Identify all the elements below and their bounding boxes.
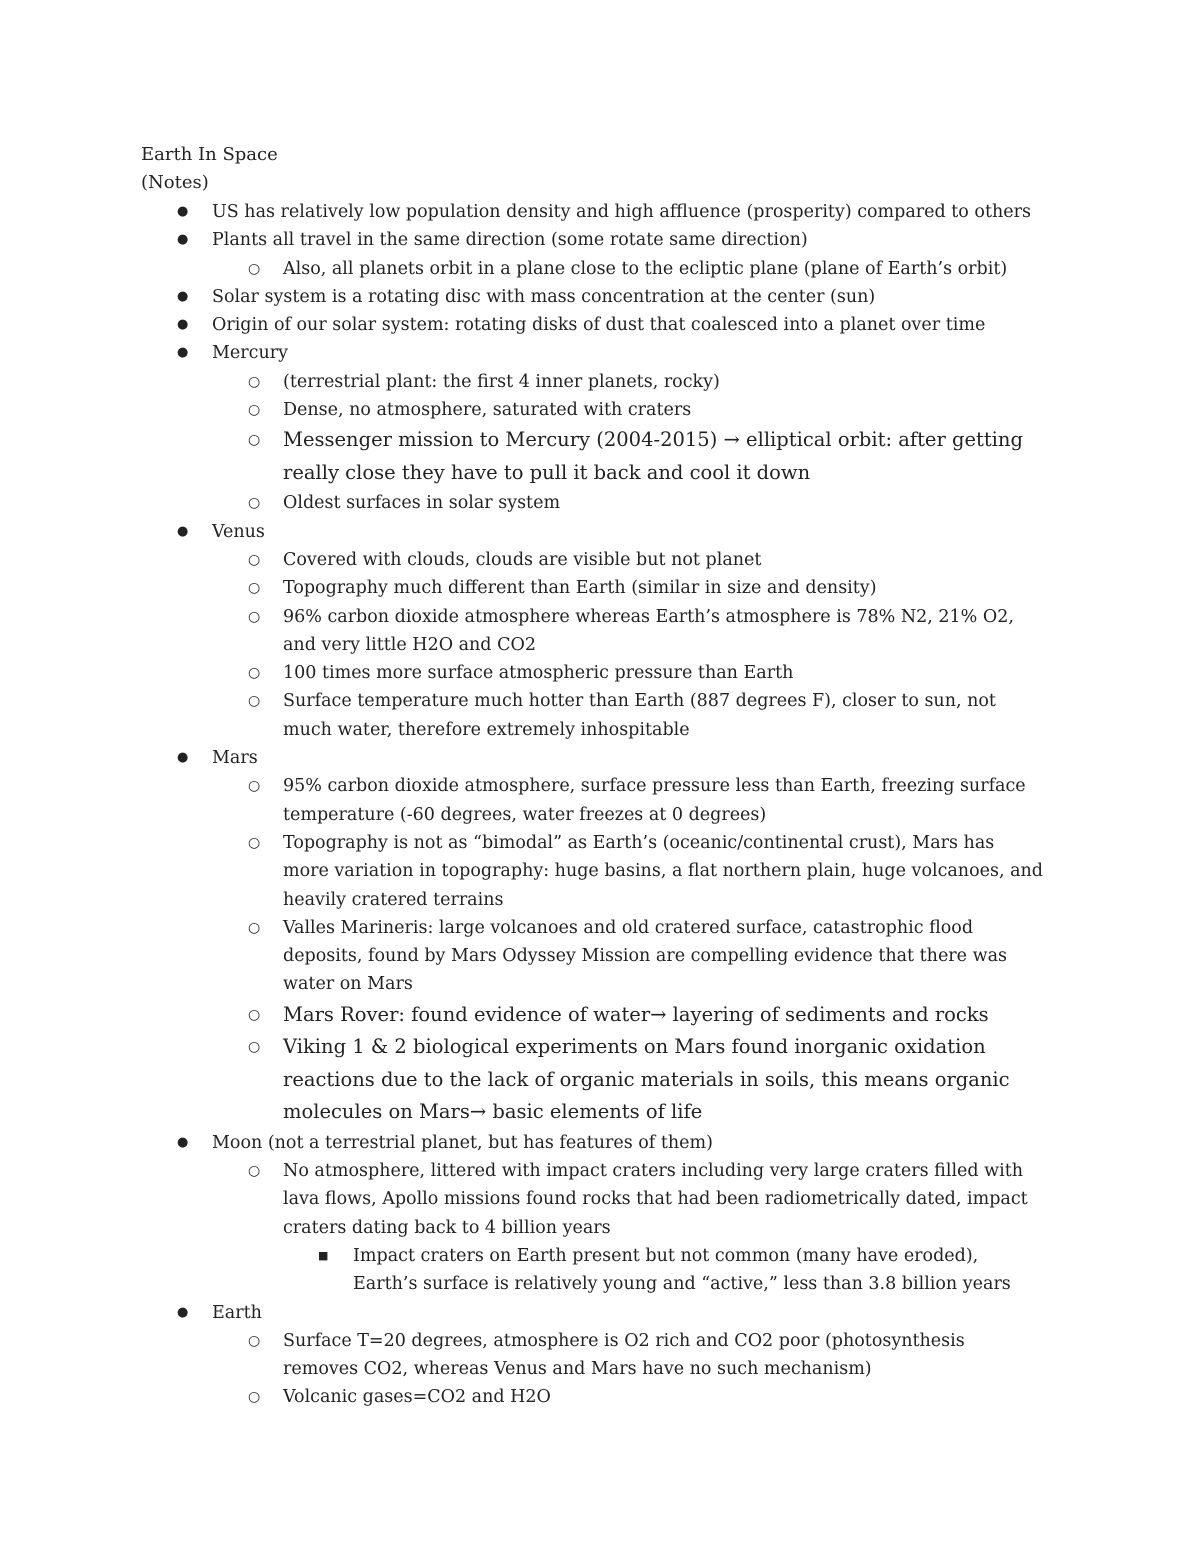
sub-list bbox=[0, 546, 1200, 744]
note-text: Plants all travel in the same direction (some rotate same direction) bbox=[212, 230, 808, 251]
document-title: Earth In Space bbox=[141, 144, 278, 165]
sub-item bbox=[0, 1031, 1043, 1129]
sub-item-text: Mars Rover: found evidence of water→ layering of sediments and rocks bbox=[283, 1002, 989, 1026]
document-subtitle: (Notes) bbox=[141, 172, 209, 193]
sub-item bbox=[0, 1383, 1043, 1411]
sub-item bbox=[0, 1327, 1043, 1384]
sub-list bbox=[0, 1157, 1200, 1298]
circle-bullet-icon: ○ bbox=[248, 608, 261, 625]
sub-item bbox=[0, 687, 1043, 744]
sub-item-text: Surface T=20 degrees, atmosphere is O2 rich and CO2 poor (photosynthesis removes CO2, whereas Venus and Mars have no such mechanism) bbox=[283, 1330, 965, 1380]
note-text: Mercury bbox=[212, 343, 288, 364]
sub-item bbox=[0, 603, 1043, 660]
sub-item bbox=[0, 829, 1043, 914]
sub-item-text: 96% carbon dioxide atmosphere whereas Earth’s atmosphere is 78% N2, 21% O2, and very little H2O and CO2 bbox=[283, 606, 1014, 655]
note-text: Mars bbox=[212, 748, 258, 769]
sub-item bbox=[0, 255, 1043, 283]
sub-item bbox=[0, 1157, 1043, 1242]
disc-bullet-icon: ● bbox=[177, 1304, 189, 1320]
note-item-mars bbox=[0, 744, 1200, 772]
note-text: US has relatively low population density and high affluence (prosperity) compared to others bbox=[212, 202, 1031, 222]
sub-item bbox=[0, 489, 1043, 517]
circle-bullet-icon: ○ bbox=[248, 693, 261, 710]
note-text: Venus bbox=[212, 521, 265, 542]
sub-item-text: Viking 1 & 2 biological experiments on Mars found inorganic oxidation reactions due to the lack of organic materials in soils, this means organic molecules on Mars→ basic elements of life bbox=[283, 1035, 1010, 1124]
note-group-moon bbox=[0, 1129, 1200, 1299]
circle-bullet-icon: ○ bbox=[248, 665, 261, 682]
sub-item-text: Oldest surfaces in solar system bbox=[283, 493, 561, 514]
disc-bullet-icon: ● bbox=[177, 288, 189, 304]
disc-bullet-icon: ● bbox=[177, 750, 189, 766]
sub-item-text: Also, all planets orbit in a plane close to the ecliptic plane (plane of Earth’s orbit) bbox=[283, 258, 1008, 279]
sub-item-text: Volcanic gases=CO2 and H2O bbox=[283, 1387, 551, 1408]
disc-bullet-icon: ● bbox=[177, 1134, 189, 1150]
sub-item bbox=[0, 424, 1043, 489]
sub-list bbox=[0, 1327, 1200, 1412]
note-item-earth bbox=[0, 1299, 1200, 1327]
circle-bullet-icon: ○ bbox=[248, 432, 261, 449]
sub-item bbox=[0, 914, 1043, 999]
disc-bullet-icon: ● bbox=[177, 523, 189, 539]
circle-bullet-icon: ○ bbox=[248, 834, 261, 851]
note-item-origin bbox=[0, 311, 1200, 339]
circle-bullet-icon: ○ bbox=[248, 551, 261, 568]
note-group-mars bbox=[0, 744, 1200, 1129]
sub-item bbox=[0, 396, 1043, 424]
circle-bullet-icon: ○ bbox=[248, 402, 261, 419]
sub-item bbox=[0, 368, 1043, 396]
disc-bullet-icon: ● bbox=[177, 204, 189, 219]
sub-sub-item bbox=[0, 1242, 1043, 1299]
sub-list bbox=[0, 255, 1200, 283]
notes-outline bbox=[0, 198, 1200, 1412]
sub-item-text: 95% carbon dioxide atmosphere, surface pressure less than Earth, freezing surface temperature (-60 degrees, water freezes at 0 degrees) bbox=[283, 776, 1026, 825]
note-text: Moon (not a terrestrial planet, but has features of them) bbox=[212, 1132, 713, 1153]
sub-item-text: 100 times more surface atmospheric pressure than Earth bbox=[283, 663, 794, 684]
note-text: Solar system is a rotating disc with mass concentration at the center (sun) bbox=[212, 286, 876, 307]
note-text: Earth bbox=[212, 1302, 262, 1323]
sub-item-text: Valles Marineris: large volcanoes and old cratered surface, catastrophic flood deposits, found by Mars Odyssey Mission are compelling evidence that there was water on Mars bbox=[283, 917, 1007, 995]
circle-bullet-icon: ○ bbox=[248, 1006, 261, 1023]
sub-item-text: Surface temperature much hotter than Earth (887 degrees F), closer to sun, not much water, therefore extremely inhospitable bbox=[283, 691, 996, 740]
note-item-mercury bbox=[0, 339, 1200, 367]
sub-item bbox=[0, 659, 1043, 687]
circle-bullet-icon: ○ bbox=[248, 495, 261, 512]
sub-item-text: Messenger mission to Mercury (2004-2015) → elliptical orbit: after getting really close they have to pull it back and cool it down bbox=[283, 428, 1023, 484]
sub-item-text: (terrestrial plant: the first 4 inner planets, rocky) bbox=[283, 371, 720, 392]
note-group-venus bbox=[0, 518, 1200, 744]
sub-item-text: Covered with clouds, clouds are visible but not planet bbox=[283, 549, 762, 570]
sub-item bbox=[0, 574, 1043, 602]
circle-bullet-icon: ○ bbox=[248, 373, 261, 390]
sub-item bbox=[0, 546, 1043, 574]
note-text: Origin of our solar system: rotating disks of dust that coalesced into a planet over time bbox=[212, 315, 986, 336]
sub-list bbox=[0, 368, 1200, 518]
circle-bullet-icon: ○ bbox=[248, 778, 261, 795]
circle-bullet-icon: ○ bbox=[248, 580, 261, 597]
disc-bullet-icon: ● bbox=[177, 232, 189, 248]
square-bullet-icon: ■ bbox=[318, 1248, 329, 1262]
note-group-planet-travel bbox=[0, 226, 1200, 283]
sub-item bbox=[0, 772, 1043, 829]
disc-bullet-icon: ● bbox=[177, 345, 189, 361]
sub-item-text: Dense, no atmosphere, saturated with craters bbox=[283, 400, 692, 421]
note-item-planet-travel bbox=[0, 226, 1200, 254]
note-item-population bbox=[0, 198, 1200, 226]
sub-item-text: Topography is not as “bimodal” as Earth’s (oceanic/continental crust), Mars has more variation in topography: huge basins, a flat northern plain, huge volcanoes, and heavily cratered terrains bbox=[283, 832, 1043, 910]
note-item-venus bbox=[0, 518, 1200, 546]
sub-sub-item-text: Impact craters on Earth present but not common (many have eroded), Earth’s surface is relatively young and “active,” less than 3.8 billion years bbox=[353, 1245, 1011, 1295]
circle-bullet-icon: ○ bbox=[248, 260, 261, 277]
sub-sub-list bbox=[0, 1242, 1200, 1299]
sub-item-text: No atmosphere, littered with impact craters including very large craters filled with lava flows, Apollo missions found rocks that had been radiometrically dated, impact craters dating back to 4 billion years bbox=[283, 1161, 1028, 1238]
disc-bullet-icon: ● bbox=[177, 317, 189, 333]
note-group-mercury bbox=[0, 339, 1200, 517]
note-item-moon bbox=[0, 1129, 1200, 1157]
sub-item bbox=[0, 999, 1043, 1032]
circle-bullet-icon: ○ bbox=[248, 1332, 261, 1349]
circle-bullet-icon: ○ bbox=[248, 1039, 261, 1056]
sub-list bbox=[0, 772, 1200, 1128]
note-item-solar-disc bbox=[0, 283, 1200, 311]
circle-bullet-icon: ○ bbox=[248, 1389, 261, 1406]
note-group-earth bbox=[0, 1299, 1200, 1412]
circle-bullet-icon: ○ bbox=[248, 1163, 261, 1180]
sub-group bbox=[0, 1157, 1200, 1298]
sub-item-text: Topography much different than Earth (similar in size and density) bbox=[283, 578, 877, 599]
circle-bullet-icon: ○ bbox=[248, 919, 261, 936]
